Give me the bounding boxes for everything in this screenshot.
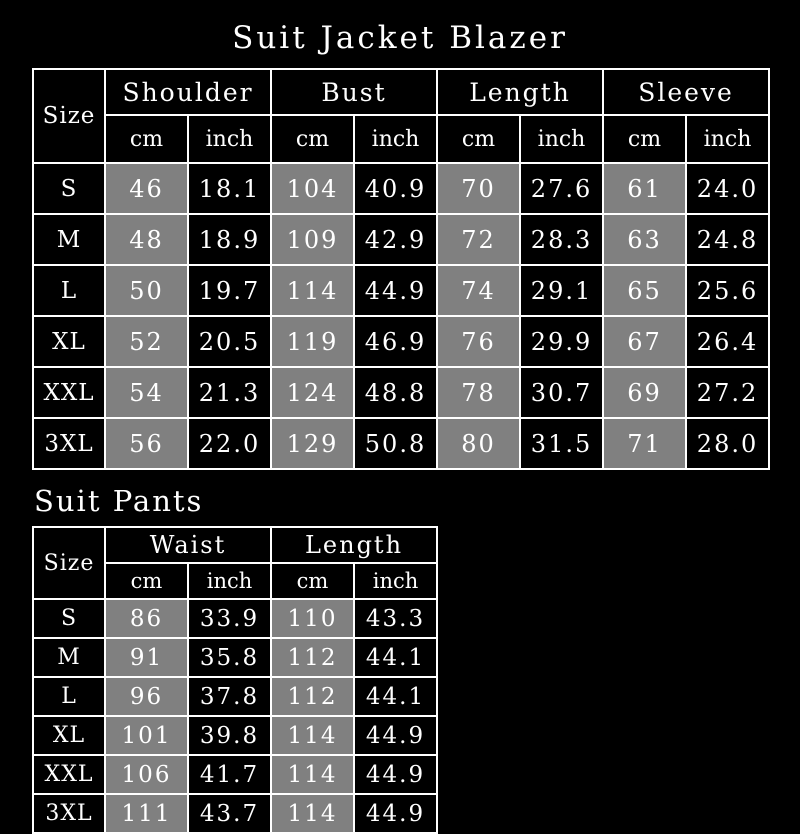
pants-cell: 114	[271, 794, 354, 833]
jacket-cell: 25.6	[686, 265, 769, 316]
pants-cell: 35.8	[188, 638, 271, 677]
jacket-cell: 44.9	[354, 265, 437, 316]
jacket-cell: 124	[271, 367, 354, 418]
jacket-size-header: Size	[33, 69, 105, 163]
jacket-cell: 50	[105, 265, 188, 316]
pants-cell: 41.7	[188, 755, 271, 794]
pants-cell: 44.1	[354, 677, 437, 716]
jacket-group-sleeve: Sleeve	[603, 69, 769, 115]
jacket-cell: 22.0	[188, 418, 271, 469]
jacket-group-length: Length	[437, 69, 603, 115]
jacket-cell: 42.9	[354, 214, 437, 265]
jacket-unit-bust-cm: cm	[271, 115, 354, 163]
jacket-cell: 54	[105, 367, 188, 418]
jacket-row-size: XL	[33, 316, 105, 367]
jacket-cell: 20.5	[188, 316, 271, 367]
pants-unit-waist-inch: inch	[188, 563, 271, 599]
table-row	[33, 638, 437, 677]
jacket-unit-length-cm: cm	[437, 115, 520, 163]
pants-header-group-row	[33, 527, 437, 563]
table-row	[33, 755, 437, 794]
pants-unit-length-cm: cm	[271, 563, 354, 599]
jacket-cell: 29.9	[520, 316, 603, 367]
jacket-unit-bust-inch: inch	[354, 115, 437, 163]
pants-row-size: M	[33, 638, 105, 677]
jacket-unit-sleeve-inch: inch	[686, 115, 769, 163]
pants-row-size: XL	[33, 716, 105, 755]
jacket-unit-shoulder-inch: inch	[188, 115, 271, 163]
jacket-cell: 31.5	[520, 418, 603, 469]
jacket-row-size: S	[33, 163, 105, 214]
jacket-cell: 114	[271, 265, 354, 316]
jacket-title: Suit Jacket Blazer	[232, 20, 568, 56]
table-row	[33, 716, 437, 755]
jacket-cell: 70	[437, 163, 520, 214]
jacket-cell: 72	[437, 214, 520, 265]
table-row	[33, 367, 769, 418]
table-row	[33, 677, 437, 716]
jacket-cell: 29.1	[520, 265, 603, 316]
jacket-cell: 52	[105, 316, 188, 367]
jacket-row-size: L	[33, 265, 105, 316]
jacket-cell: 27.6	[520, 163, 603, 214]
pants-unit-length-inch: inch	[354, 563, 437, 599]
pants-cell: 114	[271, 755, 354, 794]
jacket-cell: 74	[437, 265, 520, 316]
jacket-cell: 48.8	[354, 367, 437, 418]
pants-cell: 111	[105, 794, 188, 833]
pants-cell: 33.9	[188, 599, 271, 638]
pants-cell: 43.3	[354, 599, 437, 638]
jacket-header-group-row	[33, 69, 769, 115]
pants-cell: 44.9	[354, 794, 437, 833]
table-row	[33, 316, 769, 367]
pants-cell: 114	[271, 716, 354, 755]
pants-row-size: S	[33, 599, 105, 638]
pants-size-table	[32, 526, 438, 834]
jacket-cell: 30.7	[520, 367, 603, 418]
jacket-cell: 46.9	[354, 316, 437, 367]
jacket-cell: 129	[271, 418, 354, 469]
jacket-cell: 40.9	[354, 163, 437, 214]
pants-cell: 44.1	[354, 638, 437, 677]
pants-size-header: Size	[33, 527, 105, 599]
pants-cell: 91	[105, 638, 188, 677]
jacket-cell: 21.3	[188, 367, 271, 418]
pants-cell: 110	[271, 599, 354, 638]
jacket-cell: 18.1	[188, 163, 271, 214]
pants-cell: 37.8	[188, 677, 271, 716]
pants-cell: 44.9	[354, 755, 437, 794]
pants-row-size: L	[33, 677, 105, 716]
jacket-cell: 28.0	[686, 418, 769, 469]
jacket-cell: 27.2	[686, 367, 769, 418]
pants-cell: 44.9	[354, 716, 437, 755]
jacket-cell: 56	[105, 418, 188, 469]
jacket-unit-length-inch: inch	[520, 115, 603, 163]
pants-group-waist: Waist	[105, 527, 271, 563]
jacket-size-table	[32, 68, 770, 470]
table-row	[33, 599, 437, 638]
pants-cell: 106	[105, 755, 188, 794]
jacket-cell: 61	[603, 163, 686, 214]
pants-cell: 96	[105, 677, 188, 716]
pants-unit-waist-cm: cm	[105, 563, 188, 599]
jacket-cell: 76	[437, 316, 520, 367]
jacket-cell: 46	[105, 163, 188, 214]
pants-cell: 39.8	[188, 716, 271, 755]
pants-cell: 101	[105, 716, 188, 755]
jacket-row-size: XXL	[33, 367, 105, 418]
table-row	[33, 214, 769, 265]
pants-row-size: XXL	[33, 755, 105, 794]
jacket-cell: 109	[271, 214, 354, 265]
table-row	[33, 418, 769, 469]
pants-cell: 86	[105, 599, 188, 638]
jacket-cell: 19.7	[188, 265, 271, 316]
jacket-unit-shoulder-cm: cm	[105, 115, 188, 163]
table-row	[33, 163, 769, 214]
table-row	[33, 265, 769, 316]
pants-cell: 43.7	[188, 794, 271, 833]
jacket-cell: 104	[271, 163, 354, 214]
jacket-header-unit-row	[33, 115, 769, 163]
jacket-cell: 119	[271, 316, 354, 367]
pants-cell: 112	[271, 638, 354, 677]
jacket-cell: 63	[603, 214, 686, 265]
pants-cell: 112	[271, 677, 354, 716]
pants-group-length: Length	[271, 527, 437, 563]
jacket-row-size: M	[33, 214, 105, 265]
jacket-cell: 69	[603, 367, 686, 418]
jacket-cell: 71	[603, 418, 686, 469]
jacket-cell: 80	[437, 418, 520, 469]
jacket-cell: 24.8	[686, 214, 769, 265]
pants-title: Suit Pants	[34, 484, 204, 518]
jacket-cell: 26.4	[686, 316, 769, 367]
jacket-cell: 18.9	[188, 214, 271, 265]
jacket-row-size: 3XL	[33, 418, 105, 469]
jacket-cell: 48	[105, 214, 188, 265]
pants-row-size: 3XL	[33, 794, 105, 833]
jacket-unit-sleeve-cm: cm	[603, 115, 686, 163]
jacket-cell: 28.3	[520, 214, 603, 265]
jacket-cell: 67	[603, 316, 686, 367]
jacket-cell: 24.0	[686, 163, 769, 214]
jacket-cell: 78	[437, 367, 520, 418]
jacket-cell: 65	[603, 265, 686, 316]
jacket-group-shoulder: Shoulder	[105, 69, 271, 115]
jacket-group-bust: Bust	[271, 69, 437, 115]
table-row	[33, 794, 437, 833]
jacket-cell: 50.8	[354, 418, 437, 469]
